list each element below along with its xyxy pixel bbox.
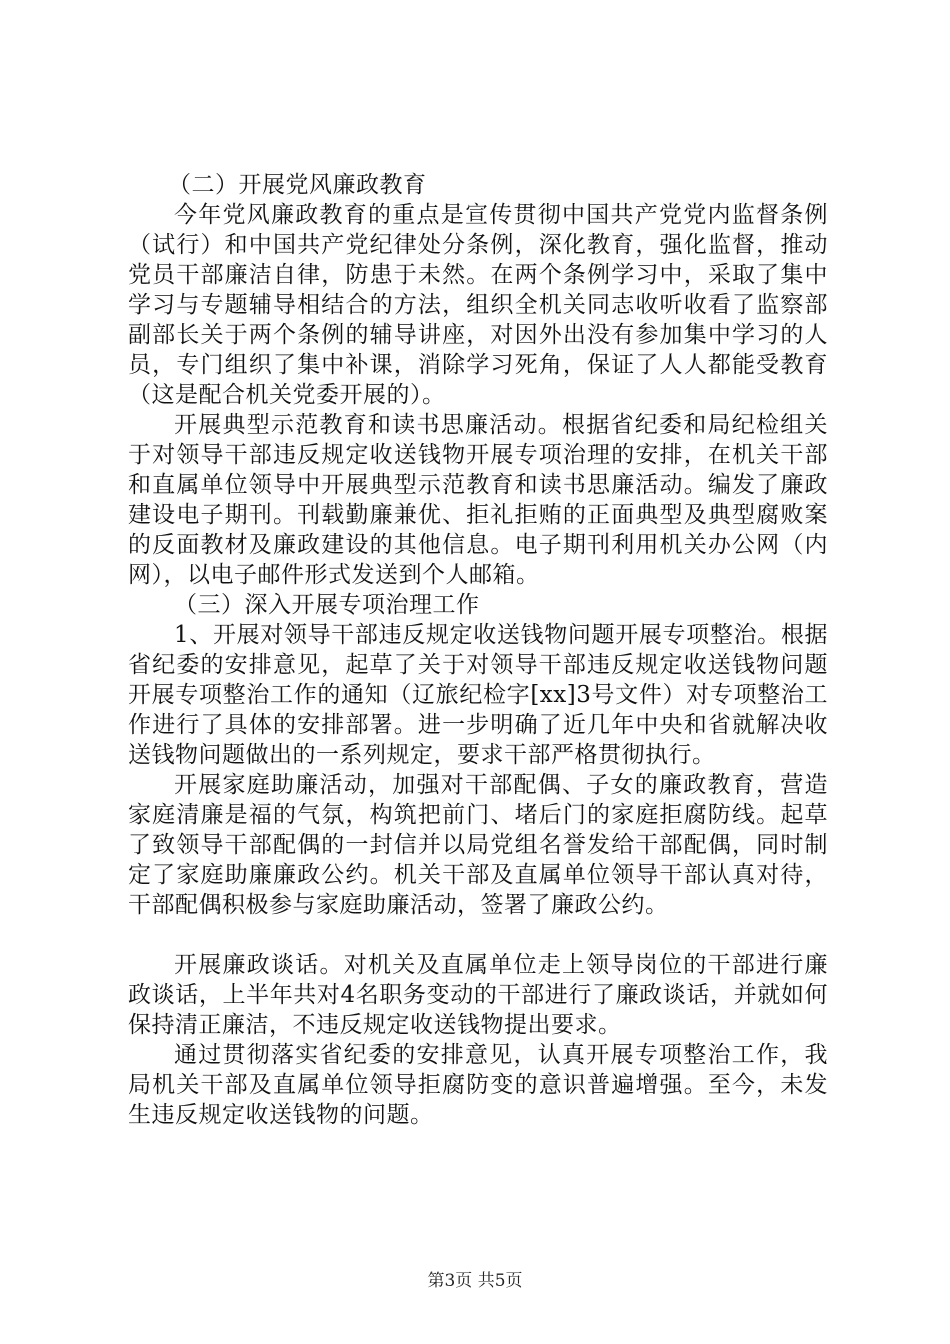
- paragraph-education-focus: 今年党风廉政教育的重点是宣传贯彻中国共产党党内监督条例（试行）和中国共产党纪律处分条例，深化教育，强化监督，推动党员干部廉洁自律，防患于未然。在两个条例学习中，采取了集中学习与专题辅导相结合的方法，组织全机关同志收听收看了监察部副部长关于两个条例的辅导讲座，对因外出没有参加集中学习的人员，专门组织了集中补课，消除学习死角，保证了人人都能受教育（这是配合机关党委开展的）。: [128, 202, 828, 408]
- page-number-footer: 第3页 共5页: [427, 1271, 523, 1291]
- paragraph-special-rectification: 1、开展对领导干部违反规定收送钱物问题开展专项整治。根据省纪委的安排意见，起草了关于对领导干部违反规定收送钱物问题开展专项整治工作的通知（辽旅纪检字[xx]3号文件）对专项整治工作进行了具体的安排部署。进一步明确了近几年中央和省就解决收送钱物问题做出的一系列规定，要求干部严格贯彻执行。: [128, 622, 828, 768]
- paragraph-family-integrity: 开展家庭助廉活动，加强对干部配偶、子女的廉政教育，营造家庭清廉是福的气氛，构筑把前门、堵后门的家庭拒腐防线。起草了致领导干部配偶的一封信并以局党组名誉发给干部配偶，同时制定了家庭助廉廉政公约。机关干部及直属单位领导干部认真对待，干部配偶积极参与家庭助廉活动，签署了廉政公约。: [128, 772, 828, 918]
- paragraph-model-education: 开展典型示范教育和读书思廉活动。根据省纪委和局纪检组关于对领导干部违反规定收送钱物开展专项治理的安排，在机关干部和直属单位领导中开展典型示范教育和读书思廉活动。编发了廉政建设电子期刊。刊载勤廉兼优、拒礼拒贿的正面典型及典型腐败案的反面教材及廉政建设的其他信息。电子期刊利用机关办公网（内网），以电子邮件形式发送到个人邮箱。: [128, 412, 828, 588]
- paragraph-conclusion: 通过贯彻落实省纪委的安排意见，认真开展专项整治工作，我局机关干部及直属单位领导拒腐防变的意识普遍增强。至今，未发生违反规定收送钱物的问题。: [128, 1042, 828, 1128]
- document-body: [128, 170, 828, 1130]
- section-heading-three: （三）深入开展专项治理工作: [174, 592, 480, 618]
- paragraph-gap: [128, 920, 828, 950]
- section-heading-two: （二）开展党风廉政教育: [168, 172, 427, 198]
- paragraph-integrity-talks: 开展廉政谈话。对机关及直属单位走上领导岗位的干部进行廉政谈话，上半年共对4名职务变动的干部进行了廉政谈话，并就如何保持清正廉洁，不违反规定收送钱物提出要求。: [128, 952, 828, 1038]
